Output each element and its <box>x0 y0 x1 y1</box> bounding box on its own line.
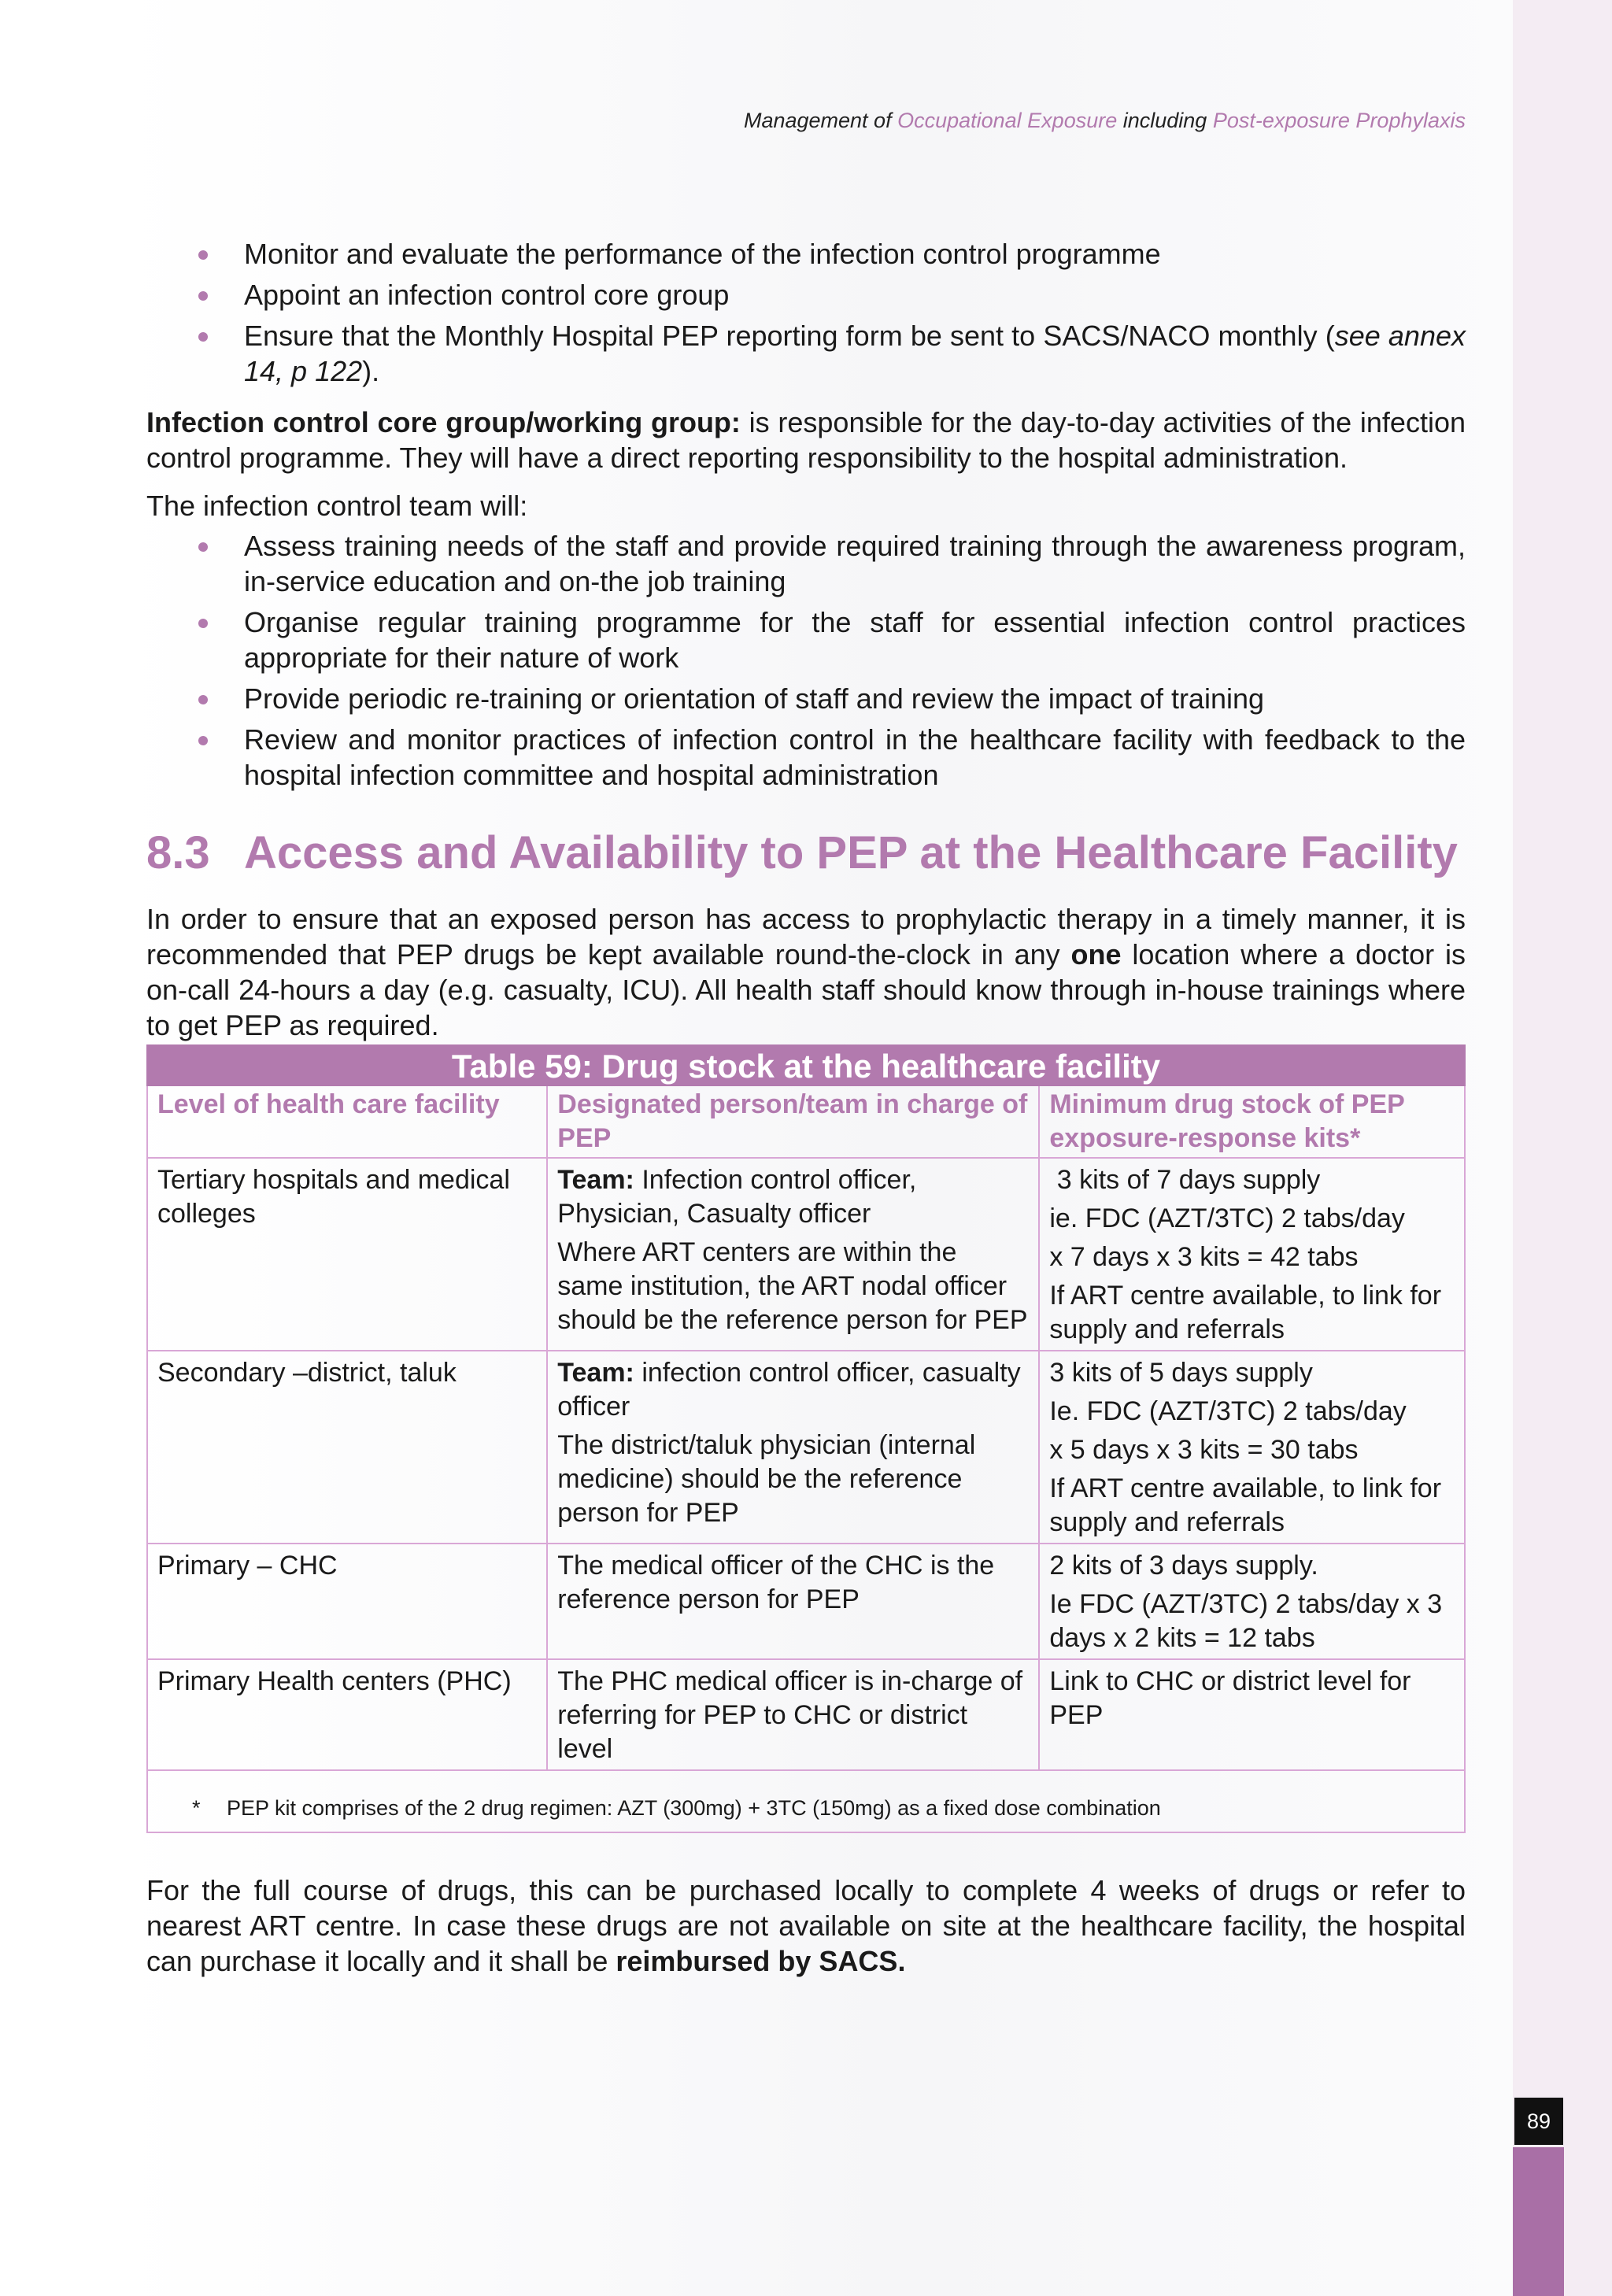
bullet-dot-icon <box>198 695 208 704</box>
page-number: 89 <box>1514 2098 1563 2145</box>
bullet-dot-icon <box>198 619 208 628</box>
page-edge-band <box>1513 0 1612 2296</box>
main-content <box>146 236 1466 1991</box>
list-item: Monitor and evaluate the performance of the infection control programme <box>146 236 1466 272</box>
core-group-paragraph: Infection control core group/working group: is responsible for the day-to-day activities of the infection control programme. They will have a direct reporting responsibility to the hospital administration. <box>146 406 1466 474</box>
table-cell: The PHC medical officer is in-charge of referring for PEP to CHC or district level <box>547 1659 1039 1770</box>
table-footnote: * PEP kit comprises of the 2 drug regimen: AZT (300mg) + 3TC (150mg) as a fixed dose combination <box>147 1770 1465 1832</box>
list-item: Assess training needs of the staff and provide required training through the awareness program, in-service education and on-the job training <box>146 528 1466 599</box>
table-row <box>147 1351 1465 1544</box>
table-cell: 2 kits of 3 days supply. Ie FDC (AZT/3TC) 2 tabs/day x 3 days x 2 kits = 12 tabs <box>1039 1544 1465 1659</box>
table-cell: 3 kits of 7 days supply ie. FDC (AZT/3TC) 2 tabs/day x 7 days x 3 kits = 42 tabs If ART centre available, to link for supply and referrals <box>1039 1158 1465 1351</box>
section-heading <box>146 826 1466 881</box>
table-row <box>147 1158 1465 1351</box>
table-cell: Link to CHC or district level for PEP <box>1039 1659 1465 1770</box>
table-cell: The medical officer of the CHC is the reference person for PEP <box>547 1544 1039 1659</box>
column-header: Level of health care facility <box>147 1085 547 1158</box>
drug-stock-table <box>146 1044 1466 1833</box>
header-accent-2: Post-exposure Prophylaxis <box>1212 109 1466 132</box>
list-item: Organise regular training programme for the staff for essential infection control practices appropriate for their nature of work <box>146 605 1466 675</box>
closing-paragraph: For the full course of drugs, this can be purchased locally to complete 4 weeks of drugs or refer to nearest ART centre. In case these drugs are not available on site at the healthcare facility, the hospital can purchase it locally and it shall be reimbursed by SACS. <box>146 1874 1466 1977</box>
header-middle: including <box>1117 109 1213 132</box>
access-paragraph: In order to ensure that an exposed person has access to prophylactic therapy in a timely manner, it is recommended that PEP drugs be kept available round-the-clock in any one location where a doctor is on-call 24-hours a day (e.g. casualty, ICU). All health staff should know through in-house trainings where to get PEP as required. <box>146 903 1466 1041</box>
column-header: Designated person/team in charge of PEP <box>547 1085 1039 1158</box>
table-cell: Primary – CHC <box>147 1544 547 1659</box>
bullet-dot-icon <box>198 291 208 301</box>
table-cell: Tertiary hospitals and medical colleges <box>147 1158 547 1351</box>
team-intro: The infection control team will: <box>146 490 528 522</box>
bullet-list-team <box>146 528 1466 793</box>
column-header: Minimum drug stock of PEP exposure-response kits* <box>1039 1085 1465 1158</box>
list-item: Ensure that the Monthly Hospital PEP reporting form be sent to SACS/NACO monthly (see annex 14, p 122). <box>146 318 1466 389</box>
table-cell: Team: infection control officer, casualty officer The district/taluk physician (internal medicine) should be the reference person for PEP <box>547 1351 1039 1544</box>
table-row <box>147 1544 1465 1659</box>
annex-reference: see annex 14, p 122 <box>244 320 1466 387</box>
bullet-dot-icon <box>198 736 208 745</box>
list-item: Appoint an infection control core group <box>146 277 1466 312</box>
table-footnote-row <box>147 1770 1465 1832</box>
section-title: Access and Availability to PEP at the Healthcare Facility <box>244 827 1458 878</box>
table-cell: Secondary –district, taluk <box>147 1351 547 1544</box>
table-cell: Primary Health centers (PHC) <box>147 1659 547 1770</box>
page-edge-tab <box>1513 2147 1564 2296</box>
header-accent-1: Occupational Exposure <box>897 109 1118 132</box>
bullet-dot-icon <box>198 332 208 342</box>
list-item: Review and monitor practices of infection control in the healthcare facility with feedback to the hospital infection committee and hospital administration <box>146 722 1466 793</box>
table-row <box>147 1659 1465 1770</box>
bullet-dot-icon <box>198 250 208 260</box>
header-prefix: Management of <box>743 109 898 132</box>
list-item: Provide periodic re-training or orientation of staff and review the impact of training <box>146 681 1466 716</box>
table-caption: Table 59: Drug stock at the healthcare facility <box>147 1045 1465 1085</box>
section-number: 8.3 <box>146 827 210 878</box>
table-cell: 3 kits of 5 days supply Ie. FDC (AZT/3TC) 2 tabs/day x 5 days x 3 kits = 30 tabs If ART centre available, to link for supply and referrals <box>1039 1351 1465 1544</box>
bullet-list-top <box>146 236 1466 389</box>
table-cell: Team: Infection control officer, Physician, Casualty officer Where ART centers are within the same institution, the ART nodal officer should be the reference person for PEP <box>547 1158 1039 1351</box>
bullet-dot-icon <box>198 542 208 552</box>
running-header <box>744 109 1466 133</box>
